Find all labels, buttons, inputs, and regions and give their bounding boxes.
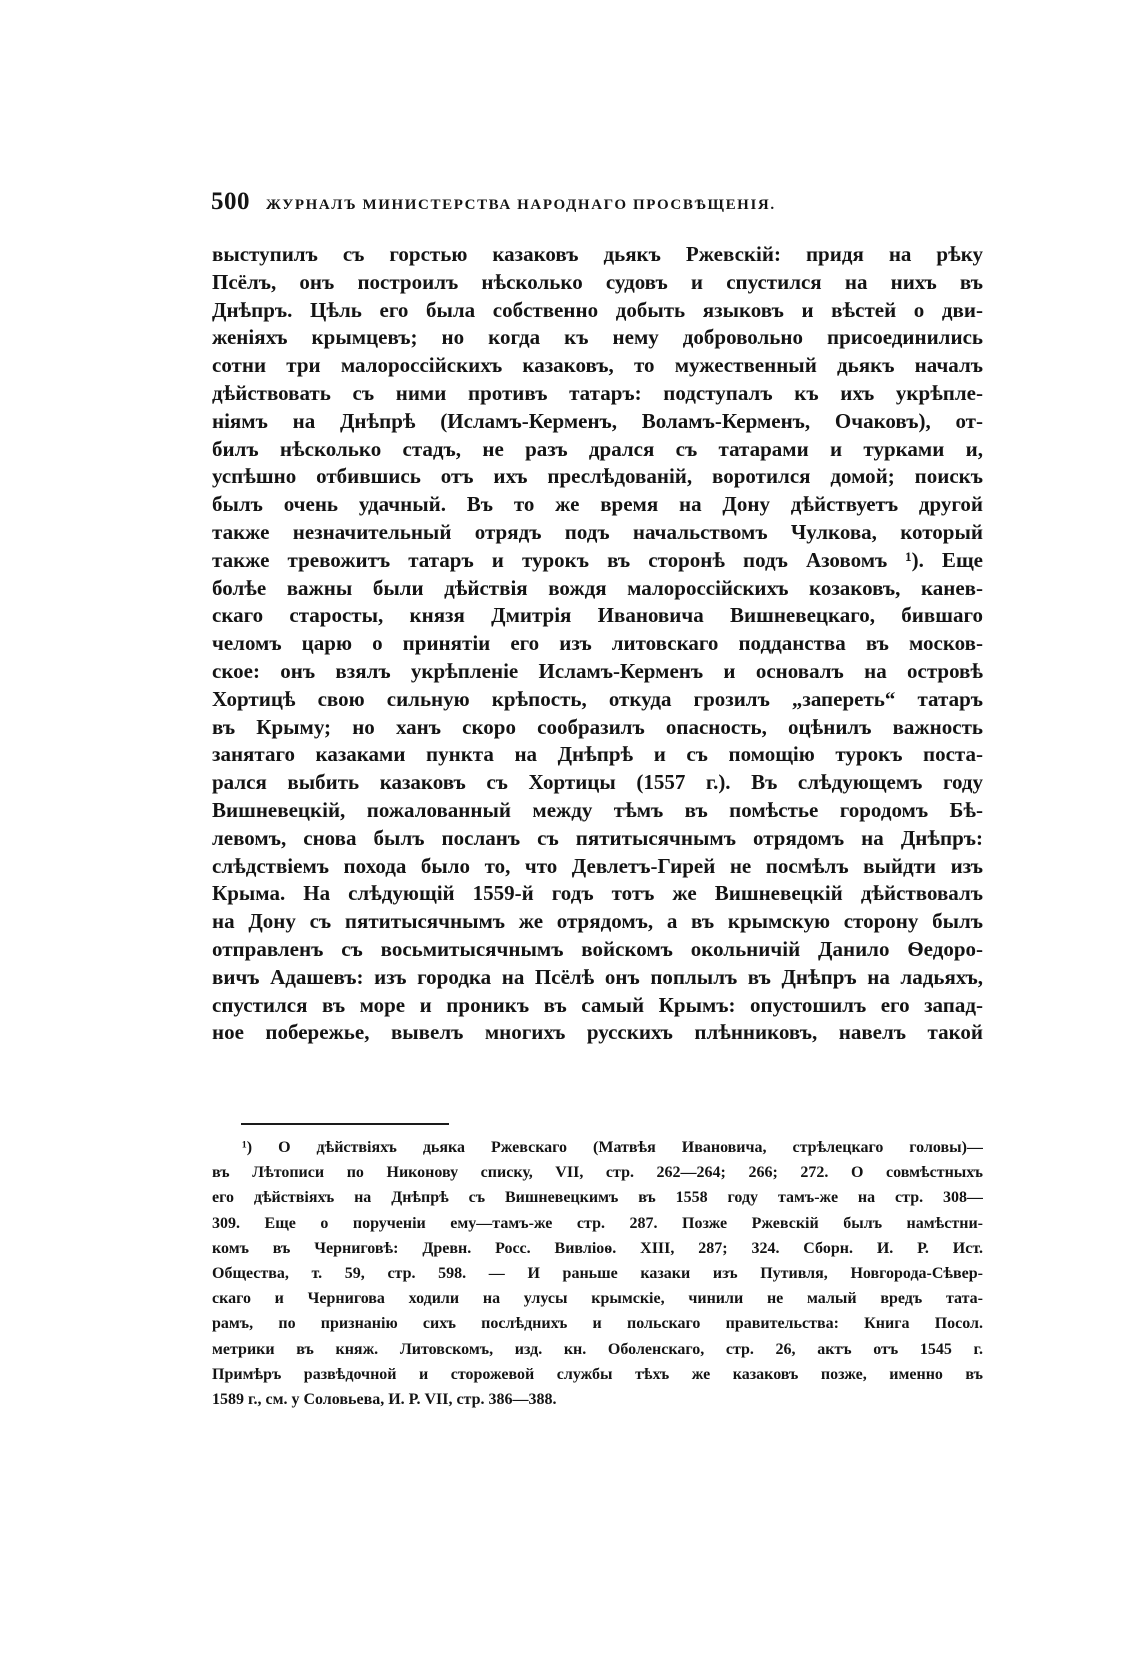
body-line: также тревожитъ татаръ и турокъ въ сторонѣ подъ Азовомъ ¹). Еще bbox=[212, 547, 983, 572]
body-text bbox=[212, 241, 983, 1047]
body-line: сотни три малороссійскихъ казаковъ, то мужественный дьякъ началъ bbox=[212, 353, 983, 378]
body-line: спустился въ море и проникъ въ самый Крымъ: опустошилъ его запад- bbox=[212, 992, 983, 1017]
footnote-line: скаго и Чернигова ходили на улусы крымскіе, чинили не малый вредъ тата- bbox=[212, 1290, 983, 1308]
footnote-line: рамъ, по признанію сихъ послѣднихъ и польскаго правительства: Книга Посол. bbox=[212, 1315, 983, 1333]
footnote-line: 1589 г., см. у Соловьева, И. Р. VII, стр. 386—388. bbox=[212, 1390, 557, 1408]
body-line: Вишневецкій, пожалованный между тѣмъ въ помѣстье городомъ Бѣ- bbox=[212, 797, 983, 822]
body-line: ніямъ на Днѣпрѣ (Исламъ-Керменъ, Воламъ-Керменъ, Очаковъ), от- bbox=[212, 408, 983, 433]
body-line: болѣе важны были дѣйствія вождя малороссійскихъ козаковъ, канев- bbox=[212, 575, 983, 600]
body-line: на Дону съ пятитысячнымъ же отрядомъ, а въ крымскую сторону былъ bbox=[212, 909, 983, 934]
body-line: Крыма. На слѣдующій 1559-й годъ тотъ же Вишневецкій дѣйствовалъ bbox=[212, 881, 983, 906]
body-line: Днѣпръ. Цѣль его была собственно добыть языковъ и вѣстей о дви- bbox=[212, 297, 983, 322]
body-line: успѣшно отбившись отъ ихъ преслѣдованій, воротился домой; поискъ bbox=[212, 464, 983, 489]
body-line: дѣйствовать съ ними противъ татаръ: подступалъ къ ихъ укрѣпле- bbox=[212, 380, 983, 405]
footnote-line: метрики въ княж. Литовскомъ, изд. кн. Оболенскаго, стр. 26, актъ отъ 1545 г. bbox=[212, 1340, 983, 1358]
footnote-divider bbox=[241, 1123, 449, 1125]
footnote-line: комъ въ Черниговѣ: Древн. Росс. Вивліоѳ. XIII, 287; 324. Сборн. И. Р. Ист. bbox=[212, 1239, 983, 1257]
body-line: билъ нѣсколько стадъ, не разъ дрался съ татарами и турками и, bbox=[212, 436, 983, 461]
body-line: женіяхъ крымцевъ; но когда къ нему добровольно присоединились bbox=[212, 325, 983, 350]
body-line: ское: онъ взялъ укрѣпленіе Исламъ-Керменъ и основалъ на островѣ bbox=[212, 658, 983, 683]
footnote-line: 309. Еще о порученіи ему—тамъ-же стр. 287. Позже Ржевскій былъ намѣстни- bbox=[212, 1214, 983, 1232]
footnote-line: въ Лѣтописи по Никонову списку, VII, стр. 262—264; 266; 272. О совмѣстныхъ bbox=[212, 1164, 983, 1182]
body-line: рался выбить казаковъ съ Хортицы (1557 г.). Въ слѣдующемъ году bbox=[212, 770, 983, 795]
body-line: занятаго казаками пункта на Днѣпрѣ и съ помощію турокъ поста- bbox=[212, 742, 983, 767]
page-header bbox=[211, 188, 851, 222]
page-number: 500 bbox=[211, 188, 250, 215]
body-line: также незначительный отрядъ подъ начальствомъ Чулкова, который bbox=[212, 519, 983, 544]
footnote-line: Примѣръ развѣдочной и сторожевой службы тѣхъ же казаковъ позже, именно въ bbox=[212, 1365, 983, 1383]
body-line: челомъ царю о принятіи его изъ литовскаго подданства въ москов- bbox=[212, 631, 983, 656]
body-line: вичъ Адашевъ: изъ городка на Псёлѣ онъ поплылъ въ Днѣпръ на ладьяхъ, bbox=[212, 964, 983, 989]
body-line: Хортицѣ свою сильную крѣпость, откуда грозилъ „запереть“ татаръ bbox=[212, 686, 983, 711]
footnote-line: Общества, т. 59, стр. 598. — И раньше казаки изъ Путивля, Новгорода-Сѣвер- bbox=[212, 1264, 983, 1282]
body-line: былъ очень удачный. Въ то же время на Дону дѣйствуетъ другой bbox=[212, 492, 983, 517]
body-line: въ Крыму; но ханъ скоро сообразилъ опасность, оцѣнилъ важность bbox=[212, 714, 983, 739]
body-line: левомъ, снова былъ посланъ съ пятитысячнымъ отрядомъ на Днѣпръ: bbox=[212, 825, 983, 850]
body-line: ное побережье, вывелъ многихъ русскихъ плѣнниковъ, навелъ такой bbox=[212, 1020, 983, 1045]
running-title: ЖУРНАЛЪ МИНИСТЕРСТВА НАРОДНАГО ПРОСВѢЩЕНІЯ. bbox=[266, 197, 776, 213]
body-line: скаго старосты, князя Дмитрія Ивановича Вишневецкаго, бившаго bbox=[212, 603, 983, 628]
body-line: слѣдствіемъ похода было то, что Девлетъ-Гирей не посмѣлъ выйдти изъ bbox=[212, 853, 983, 878]
body-line: отправленъ съ восьмитысячнымъ войскомъ окольничій Данило Ѳедоро- bbox=[212, 936, 983, 961]
body-line: выступилъ съ горстью казаковъ дьякъ Ржевскій: придя на рѣку bbox=[212, 242, 983, 266]
footnote-line: ¹) О дѣйствіяхъ дьяка Ржевскаго (Матвѣя Ивановича, стрѣлецкаго головы)— bbox=[242, 1139, 983, 1156]
footnote-line: его дѣйствіяхъ на Днѣпрѣ съ Вишневецкимъ въ 1558 году тамъ-же на стр. 308— bbox=[212, 1189, 983, 1207]
body-line: Псёлъ, онъ построилъ нѣсколько судовъ и спустился на нихъ въ bbox=[212, 269, 983, 294]
footnotes bbox=[212, 1135, 983, 1412]
